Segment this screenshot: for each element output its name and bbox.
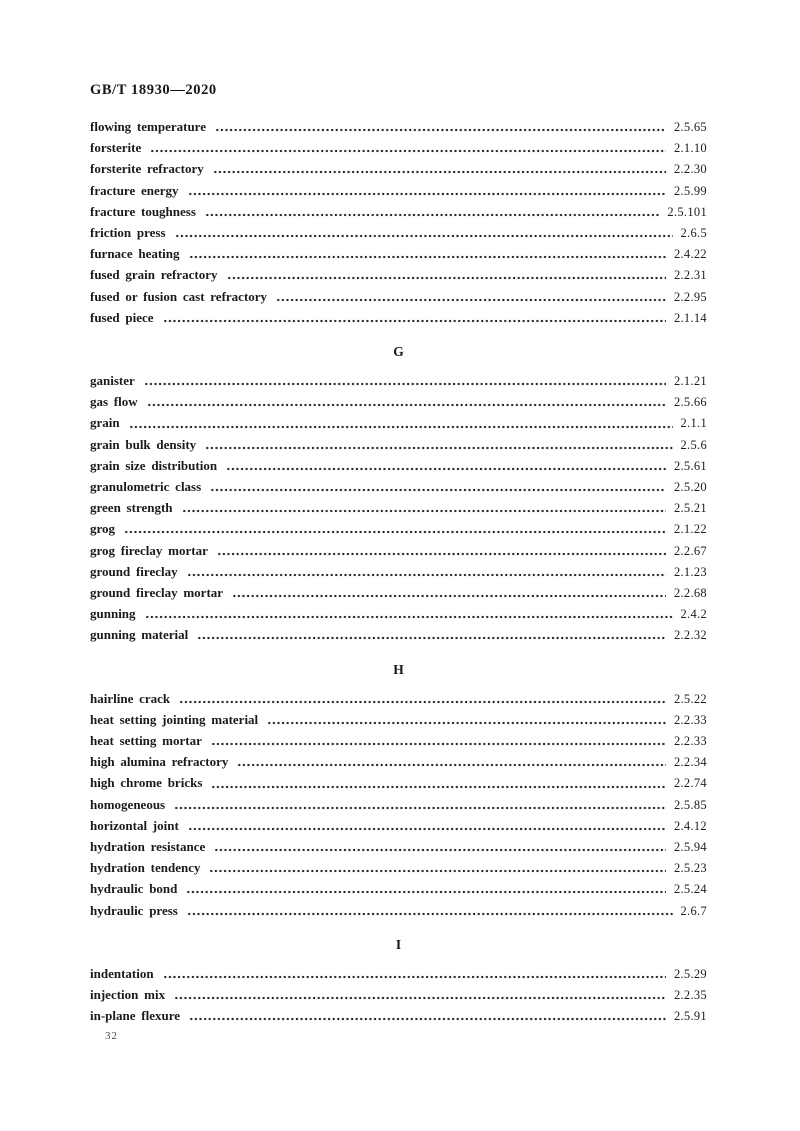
index-entry — [90, 394, 707, 415]
entry-term: flowing temperature — [90, 119, 206, 134]
entry-term: grog — [90, 521, 116, 537]
entry-term: heat setting jointing material — [90, 711, 259, 727]
index-entry — [90, 903, 707, 924]
dot-leader — [211, 781, 666, 793]
entry-ref: 2.5.65 — [673, 120, 707, 134]
index-entry — [90, 204, 707, 225]
index-entry — [90, 966, 707, 987]
dot-leader — [179, 696, 666, 708]
dot-leader — [174, 992, 666, 1004]
dot-leader — [189, 1013, 666, 1025]
entry-ref: 2.2.35 — [673, 988, 707, 1003]
dot-leader — [145, 611, 673, 623]
entry-term: hairline crack — [90, 690, 171, 706]
dot-leader — [214, 844, 666, 856]
dot-leader — [189, 251, 666, 263]
dot-leader — [211, 738, 666, 750]
entry-ref: 2.1.21 — [673, 374, 707, 389]
index-entry — [90, 733, 707, 754]
entry-ref: 2.6.7 — [680, 903, 707, 918]
entry-ref: 2.4.2 — [680, 607, 707, 622]
entry-ref: 2.2.67 — [673, 543, 707, 558]
dot-leader — [186, 886, 666, 898]
dot-leader — [163, 315, 666, 327]
entry-ref: 2.2.34 — [673, 755, 707, 770]
entry-ref: 2.1.1 — [680, 416, 707, 431]
entry-ref: 2.5.24 — [673, 882, 707, 897]
entry-ref: 2.5.66 — [673, 395, 707, 410]
entry-term: hydraulic press — [90, 902, 178, 918]
dot-leader — [144, 378, 666, 390]
dot-leader — [205, 442, 672, 454]
index-entry — [90, 479, 707, 500]
entry-term: furnace heating — [90, 246, 180, 262]
dot-leader — [187, 908, 673, 920]
index-entry — [90, 712, 707, 733]
entry-term: indentation — [90, 965, 154, 981]
entry-ref: 2.2.30 — [673, 162, 707, 177]
dot-leader — [267, 717, 666, 729]
index-entry — [90, 246, 707, 267]
dot-leader — [210, 484, 666, 496]
entry-term: green strength — [90, 500, 173, 516]
dot-leader — [182, 505, 666, 517]
entry-ref: 2.2.33 — [673, 712, 707, 727]
dot-leader — [175, 230, 673, 242]
entry-ref: 2.5.91 — [673, 1009, 707, 1024]
entry-ref: 2.5.61 — [673, 458, 707, 473]
dot-leader — [188, 823, 666, 835]
entry-term: homogeneous — [90, 796, 166, 812]
entry-ref: 2.5.85 — [673, 797, 707, 812]
entry-ref: 2.2.32 — [673, 628, 707, 643]
entry-term: grain — [90, 415, 120, 431]
entry-term: hydraulic bond — [90, 881, 178, 897]
entry-term: heat setting mortar — [90, 733, 202, 749]
index-entry — [90, 140, 707, 161]
index-entry — [90, 119, 707, 140]
dot-leader — [209, 865, 665, 877]
index-entry — [90, 521, 707, 542]
entry-term: ground fireclay — [90, 563, 178, 579]
entry-ref: 2.5.21 — [673, 501, 707, 516]
index-entry — [90, 415, 707, 436]
entry-term: fused piece — [90, 309, 154, 325]
entry-ref: 2.2.33 — [673, 734, 707, 749]
document-code: GB/T 18930—2020 — [90, 82, 217, 98]
entry-term: high chrome bricks — [90, 775, 203, 791]
entry-term: high alumina refractory — [90, 754, 229, 770]
entry-term: forsterite — [90, 140, 142, 156]
dot-leader — [215, 124, 666, 136]
dot-leader — [188, 188, 666, 200]
entry-term: hydration resistance — [90, 839, 206, 854]
entry-ref: 2.2.74 — [673, 776, 707, 791]
dot-leader — [276, 294, 666, 306]
dot-leader — [226, 463, 666, 475]
dot-leader — [187, 569, 666, 581]
entry-ref: 2.5.22 — [673, 691, 707, 706]
entry-term: gunning — [90, 606, 136, 622]
dot-leader — [197, 632, 666, 644]
index-list — [90, 119, 707, 1030]
index-entry — [90, 458, 707, 479]
index-entry — [90, 585, 707, 606]
dot-leader — [124, 526, 666, 538]
entry-ref: 2.6.5 — [680, 225, 707, 240]
entry-ref: 2.2.95 — [673, 289, 707, 304]
dot-leader — [232, 590, 666, 602]
dot-leader — [213, 166, 666, 178]
entry-term: friction press — [90, 224, 166, 240]
index-entry — [90, 225, 707, 246]
dot-leader — [205, 209, 660, 221]
page-number: 32 — [105, 1030, 118, 1042]
index-entry — [90, 437, 707, 458]
entry-ref: 2.2.68 — [673, 585, 707, 600]
dot-leader — [217, 548, 666, 560]
index-entry — [90, 289, 707, 310]
index-entry — [90, 564, 707, 585]
index-entry — [90, 267, 707, 288]
entry-term: fracture energy — [90, 182, 179, 198]
index-entry — [90, 754, 707, 775]
entry-term: horizontal joint — [90, 817, 179, 833]
index-entry — [90, 839, 707, 860]
entry-term: granulometric class — [90, 479, 202, 494]
entry-term: fused grain refractory — [90, 267, 218, 283]
section-letter: I — [395, 937, 402, 953]
dot-leader — [129, 421, 673, 433]
index-entry — [90, 818, 707, 839]
index-entry — [90, 797, 707, 818]
entry-ref: 2.1.23 — [673, 564, 707, 579]
entry-term: hydration tendency — [90, 860, 201, 876]
entry-ref: 2.2.31 — [673, 268, 707, 283]
entry-ref: 2.5.101 — [667, 204, 707, 219]
entry-ref: 2.4.12 — [673, 818, 707, 833]
section-letter: H — [393, 662, 404, 677]
entry-term: gas flow — [90, 394, 138, 410]
index-entry — [90, 691, 707, 712]
index-entry — [90, 373, 707, 394]
dot-leader — [237, 759, 666, 771]
index-entry — [90, 881, 707, 902]
entry-term: ganister — [90, 373, 135, 389]
index-entry — [90, 627, 707, 648]
index-entry — [90, 543, 707, 564]
entry-ref: 2.1.10 — [673, 141, 707, 156]
index-entry — [90, 310, 707, 331]
index-entry — [90, 500, 707, 521]
entry-ref: 2.1.22 — [673, 522, 707, 537]
dot-leader — [163, 971, 666, 983]
entry-ref: 2.5.29 — [673, 966, 707, 981]
entry-ref: 2.5.23 — [673, 861, 707, 876]
entry-ref: 2.5.99 — [673, 183, 707, 198]
index-entry — [90, 775, 707, 796]
entry-ref: 2.5.6 — [680, 437, 707, 452]
index-entry — [90, 860, 707, 881]
entry-term: ground fireclay mortar — [90, 584, 224, 600]
entry-term: gunning material — [90, 627, 189, 643]
entry-term: in-plane flexure — [90, 1008, 181, 1024]
entry-ref: 2.5.94 — [673, 840, 707, 854]
dot-leader — [150, 145, 666, 157]
index-entry — [90, 606, 707, 627]
entry-term: fused or fusion cast refractory — [90, 288, 268, 304]
entry-term: forsterite refractory — [90, 161, 204, 177]
index-entry — [90, 987, 707, 1008]
entry-ref: 2.4.22 — [673, 247, 707, 262]
entry-term: injection mix — [90, 987, 166, 1003]
entry-term: fracture toughness — [90, 203, 196, 219]
entry-ref: 2.5.20 — [673, 480, 707, 494]
entry-term: grain bulk density — [90, 436, 197, 452]
section-letter: G — [393, 344, 404, 360]
index-entry — [90, 183, 707, 204]
entry-term: grog fireclay mortar — [90, 542, 208, 558]
index-entry — [90, 1008, 707, 1029]
index-entry — [90, 161, 707, 182]
dot-leader — [227, 272, 666, 284]
dot-leader — [174, 802, 666, 814]
entry-ref: 2.1.14 — [673, 310, 707, 325]
dot-leader — [147, 399, 666, 411]
entry-term: grain size distribution — [90, 457, 218, 473]
